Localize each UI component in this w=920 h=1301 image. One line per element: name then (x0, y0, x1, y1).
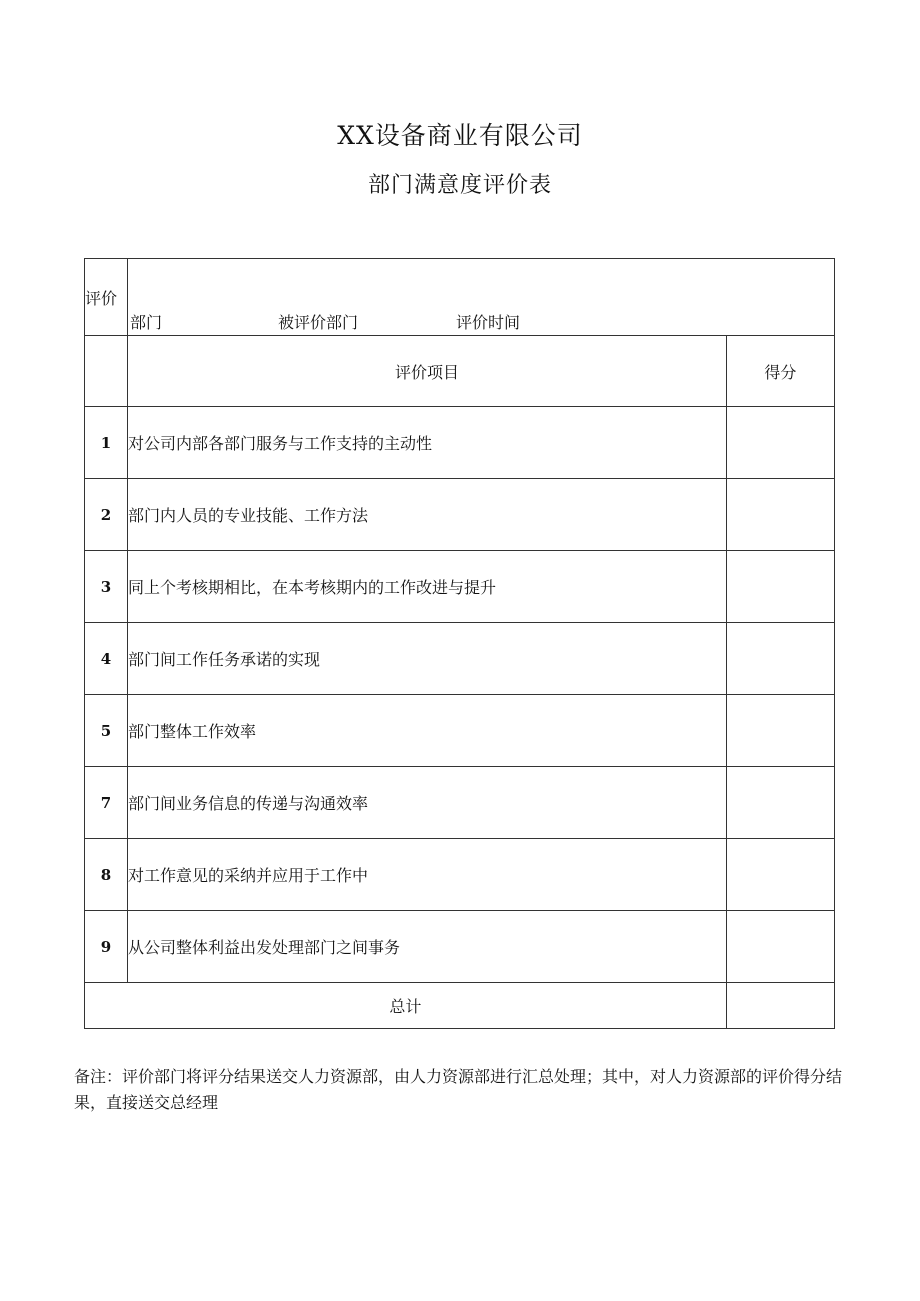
company-title: XX设备商业有限公司 (337, 121, 583, 150)
table-row (85, 911, 835, 983)
form-title: 部门满意度评价表 (367, 173, 552, 198)
row-item-text: 部门内人员的专业技能、工作方法 (128, 479, 727, 551)
evaluator-prefix-cell (85, 259, 128, 336)
row-number: 7 (85, 767, 128, 839)
num-header-cell (85, 336, 128, 407)
row-number: 2 (85, 479, 128, 551)
total-label: 总计 (85, 983, 727, 1029)
evaluated-dept-label: 被评价部门 (278, 313, 359, 332)
row-score-cell[interactable] (726, 623, 834, 695)
evaluator-dept-label: 部门 (130, 313, 163, 332)
evaluator-prefix-label: 评价 (85, 288, 118, 308)
row-item-text: 部门整体工作效率 (128, 695, 727, 767)
footnote: 备注：评价部门将评分结果送交人力资源部，由人力资源部进行汇总处理；其中，对人力资源部的评价得分结果，直接送交总经理 (74, 1067, 843, 1112)
row-item-text: 同上个考核期相比，在本考核期内的工作改进与提升 (128, 551, 727, 623)
row-score-cell[interactable] (726, 695, 834, 767)
row-score-cell[interactable] (726, 767, 834, 839)
table-row (85, 839, 835, 911)
table-row (85, 623, 835, 695)
table-row (85, 767, 835, 839)
total-row (85, 983, 835, 1029)
column-header-row (85, 336, 835, 407)
row-score-cell[interactable] (726, 479, 834, 551)
row-score-cell[interactable] (726, 911, 834, 983)
row-item-text: 对公司内部各部门服务与工作支持的主动性 (128, 407, 727, 479)
total-score-cell[interactable] (726, 983, 834, 1029)
header-fields-cell[interactable] (128, 259, 835, 336)
table-row (85, 479, 835, 551)
row-number: 9 (85, 911, 128, 983)
row-number: 3 (85, 551, 128, 623)
row-number: 1 (85, 407, 128, 479)
table-row (85, 407, 835, 479)
eval-time-label: 评价时间 (456, 313, 521, 332)
row-score-cell[interactable] (726, 407, 834, 479)
item-column-header: 评价项目 (128, 336, 727, 407)
row-score-cell[interactable] (726, 839, 834, 911)
row-item-text: 部门间业务信息的传递与沟通效率 (128, 767, 727, 839)
row-number: 8 (85, 839, 128, 911)
row-item-text: 从公司整体利益出发处理部门之间事务 (128, 911, 727, 983)
row-item-text: 对工作意见的采纳并应用于工作中 (128, 839, 727, 911)
table-header-row (85, 259, 835, 336)
evaluation-table (84, 258, 835, 1029)
table-row (85, 695, 835, 767)
row-score-cell[interactable] (726, 551, 834, 623)
table-row (85, 551, 835, 623)
score-column-header: 得分 (726, 336, 834, 407)
row-number: 5 (85, 695, 128, 767)
row-number: 4 (85, 623, 128, 695)
row-item-text: 部门间工作任务承诺的实现 (128, 623, 727, 695)
